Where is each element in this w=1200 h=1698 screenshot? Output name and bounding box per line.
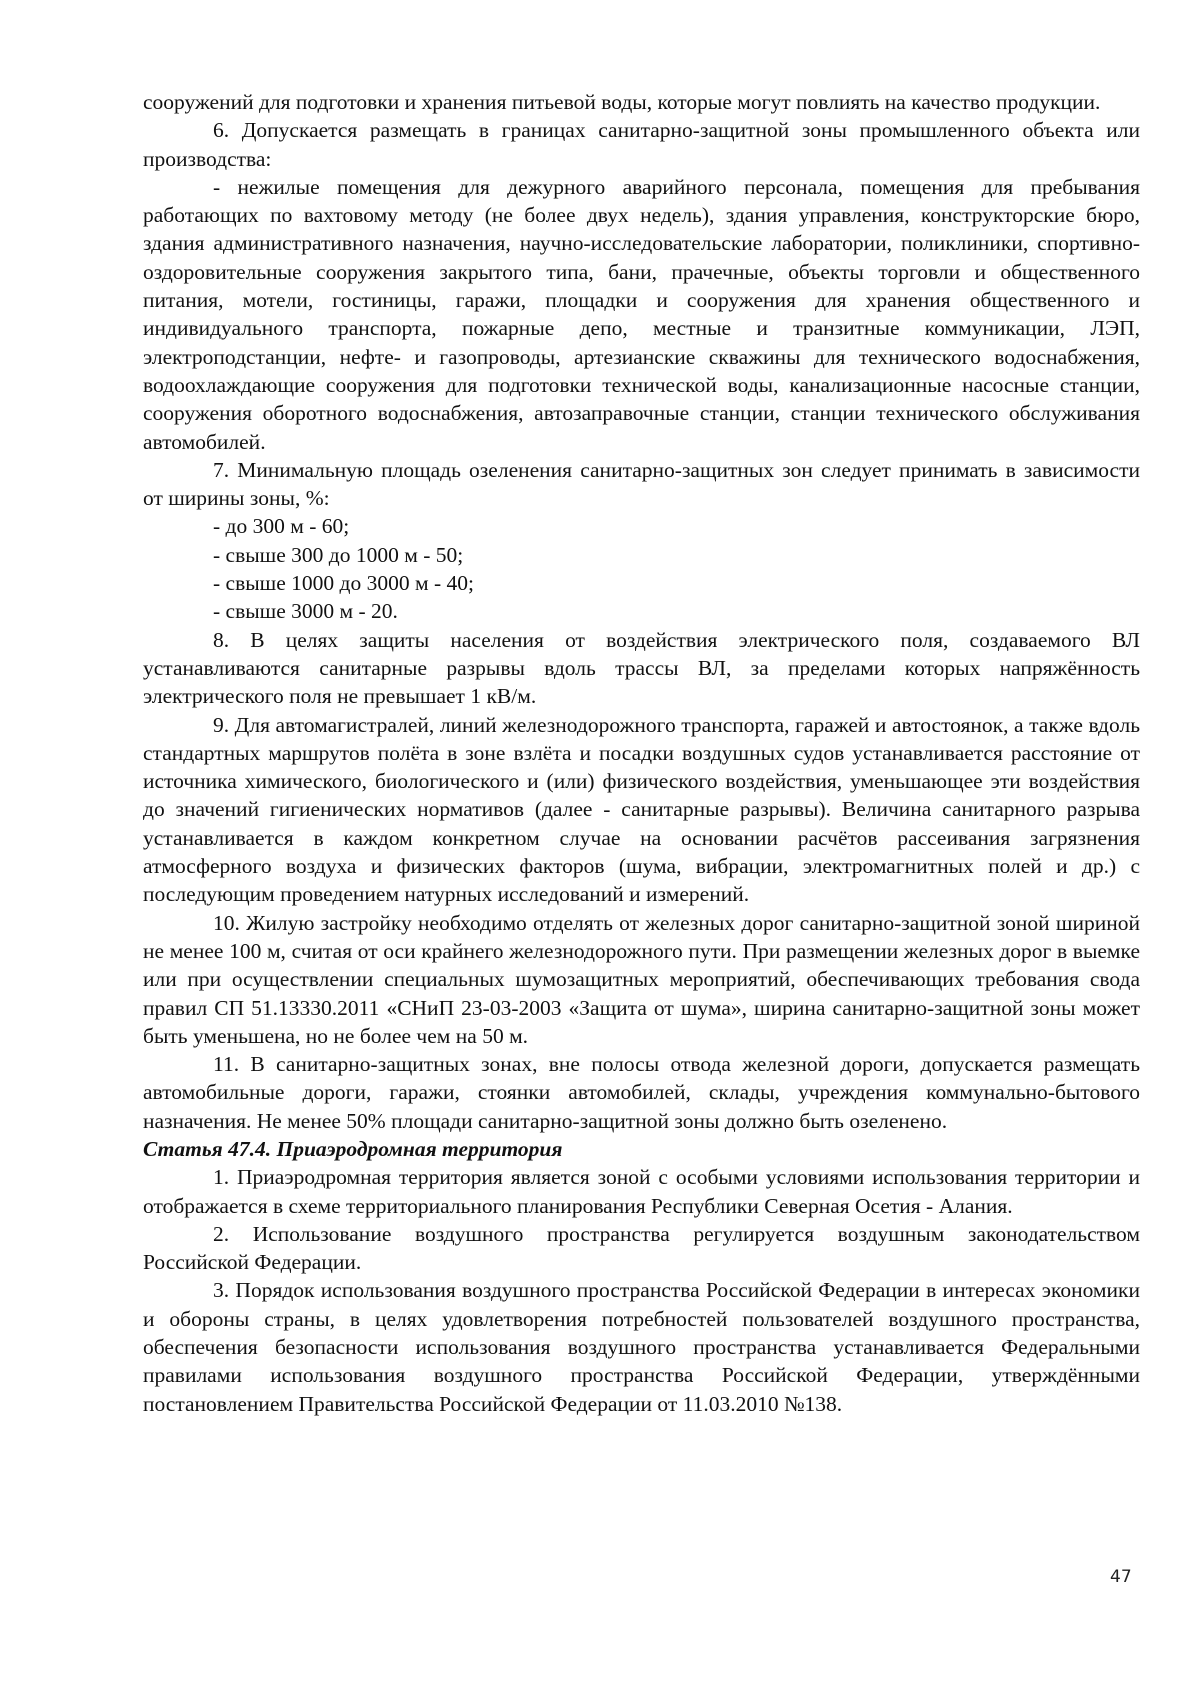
paragraph-7: 7. Минимальную площадь озеленения санитарно-защитных зон следует принимать в зависимости от ширины зоны, %: (143, 457, 1140, 511)
article-paragraph-1: 1. Приаэродромная территория является зоной с особыми условиями использования территории и отображается в схеме территориального планирования Республики Северная Осетия - Алания. (143, 1165, 1140, 1218)
list-item: - свыше 3000 м - 20. (213, 599, 398, 624)
document-body (143, 88, 1140, 1418)
paragraph-6: 6. Допускается размещать в границах санитарно-защитной зоны промышленного объекта или производства: (143, 118, 1140, 171)
paragraph-9: 9. Для автомагистралей, линий железнодорожного транспорта, гаражей и автостоянок, а также вдоль стандартных маршрутов полёта в зоне взлёта и посадки воздушных судов устанавливается расстояние от источника химического, биологического и (или) физического воздействия, уменьшающее эти воздействия до значений гигиенических нормативов (далее - санитарные разрывы). Величина санитарного разрыва устанавливается в каждом конкретном случае на основании расчётов рассеивания загрязнения атмосферного воздуха и физических факторов (шума, вибрации, электромагнитных полей и др.) с последующим проведением натурных исследований и измерений. (143, 712, 1140, 907)
paragraph-10: 10. Жилую застройку необходимо отделять от железных дорог санитарно-защитной зоной шириной не менее 100 м, считая от оси крайнего железнодорожного пути. При размещении железных дорог в выемке или при осуществлении специальных шумозащитных мероприятий, обеспечивающих требования свода правил СП 51.13330.2011 «СНиП 23-03-2003 «Защита от шума», ширина санитарно-защитной зоны может быть уменьшена, но не более чем на 50 м. (143, 910, 1140, 1048)
list-item: - свыше 300 до 1000 м - 50; (213, 542, 464, 567)
list-item: - до 300 м - 60; (213, 514, 350, 539)
article-paragraph-2: 2. Использование воздушного пространства регулируется воздушным законодательством Российской Федерации. (143, 1221, 1140, 1275)
article-heading: Статья 47.4. Приаэродромная территория (143, 1136, 563, 1161)
paragraph-8: 8. В целях защиты населения от воздействия электрического поля, создаваемого ВЛ устанавливаются санитарные разрывы вдоль трассы ВЛ, за пределами которых напряжённость электрического поля не превышает 1 кВ/м. (143, 627, 1140, 709)
list-item: - свыше 1000 до 3000 м - 40; (213, 571, 474, 596)
paragraph-11: 11. В санитарно-защитных зонах, вне полосы отвода железной дороги, допускается размещать автомобильные дороги, гаражи, стоянки автомобилей, склады, учреждения коммунально-бытового назначения. Не менее 50% площади санитарно-защитной зоны должно быть озеленено. (143, 1052, 1140, 1133)
paragraph-continuation: сооружений для подготовки и хранения питьевой воды, которые могут повлиять на качество продукции. (143, 90, 1101, 114)
paragraph-6-list: - нежилые помещения для дежурного аварийного персонала, помещения для пребывания работающих по вахтовому методу (не более двух недель), здания управления, конструкторские бюро, здания административного назначения, научно-исследовательские лаборатории, поликлиники, спортивно-оздоровительные сооружения закрытого типа, бани, прачечные, объекты торговли и общественного питания, мотели, гостиницы, гаражи, площадки и сооружения для хранения общественного и индивидуального транспорта, пожарные депо, местные и транзитные коммуникации, ЛЭП, электроподстанции, нефте- и газопроводы, артезианские скважины для технического водоснабжения, водоохлаждающие сооружения для подготовки технической воды, канализационные насосные станции, сооружения оборотного водоснабжения, автозаправочные станции, станции технического обслуживания автомобилей. (143, 174, 1140, 454)
article-paragraph-3: 3. Порядок использования воздушного пространства Российской Федерации в интересах экономики и обороны страны, в целях удовлетворения потребностей пользователей воздушного пространства, обеспечения безопасности использования воздушного пространства устанавливается Федеральными правилами использования воздушного пространства Российской Федерации, утверждёнными постановлением Правительства Российской Федерации от 11.03.2010 №138. (143, 1278, 1140, 1416)
page-number: 47 (1110, 1567, 1132, 1587)
